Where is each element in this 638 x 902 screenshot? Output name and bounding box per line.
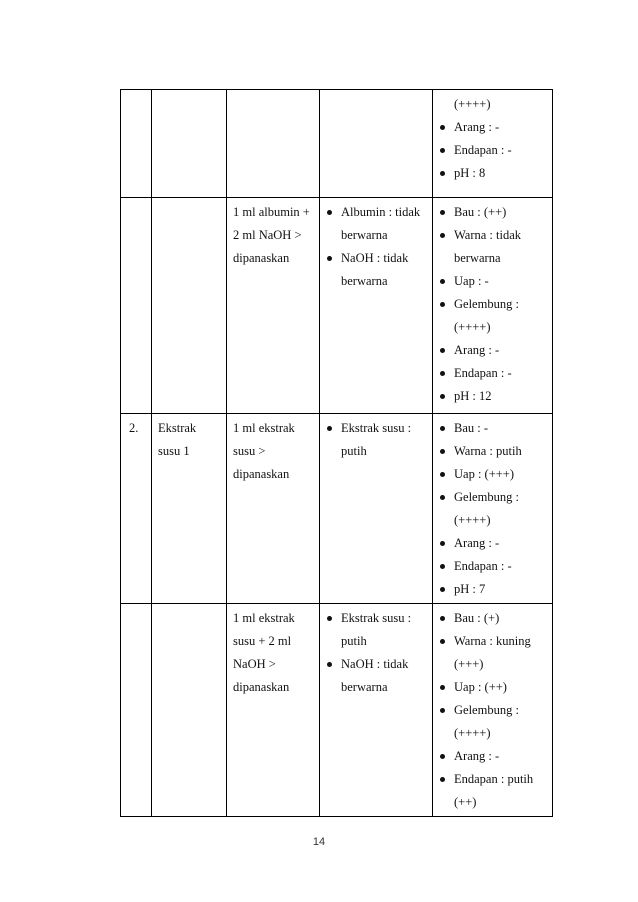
cell-sampel [152,90,227,198]
table-row [121,198,553,414]
list-item: Warna : putih [439,440,546,463]
cell-no [121,604,152,817]
cell-pengamatan [320,198,433,414]
list-item: Uap : (++) [439,676,546,699]
cell-sampel [152,198,227,414]
list-item: Gelembung : [439,293,546,316]
sampel-line: Ekstrak [158,421,197,435]
list-item: (+++) [454,657,484,671]
cell-hasil [433,198,553,414]
list-item: Bau : - [439,417,546,440]
list-item: berwarna [341,228,388,242]
list-item: Arang : - [439,532,546,555]
table-row [121,90,553,198]
perlakuan-line: 1 ml ekstrak [233,611,295,625]
page-number: 14 [312,836,326,848]
cell-hasil [433,90,553,198]
list-item: Uap : (+++) [439,463,546,486]
list-item: Endapan : - [439,555,546,578]
list-item: putih [341,444,367,458]
list-item: (++) [454,795,477,809]
perlakuan-line: dipanaskan [233,251,290,265]
cell-sampel [152,604,227,817]
cell-hasil [433,414,553,604]
list-item: putih [341,634,367,648]
list-item: NaOH : tidak [326,247,426,270]
perlakuan-line: 1 ml albumin + [233,205,310,219]
list-item: (++++) [454,726,491,740]
list-item: Arang : - [439,745,546,768]
cell-perlakuan [227,198,320,414]
cell-pengamatan [320,414,433,604]
list-item: Endapan : - [439,139,546,162]
list-item: Endapan : - [439,362,546,385]
cell-perlakuan [227,604,320,817]
list-item: Warna : kuning [439,630,546,653]
cell-perlakuan [227,90,320,198]
perlakuan-line: 1 ml ekstrak [233,421,295,435]
list-item: Gelembung : [439,486,546,509]
cell-pengamatan [320,90,433,198]
list-item: berwarna [341,680,388,694]
list-item: pH : 8 [439,162,546,185]
sampel-line: susu 1 [158,444,190,458]
results-table [120,89,553,817]
list-item: Uap : - [439,270,546,293]
cell-perlakuan [227,414,320,604]
cell-sampel [152,414,227,604]
perlakuan-line: NaOH > [233,657,276,671]
cell-no: 2. [121,414,152,604]
cell-no [121,90,152,198]
list-item: berwarna [341,274,388,288]
list-item: Arang : - [439,116,546,139]
perlakuan-line: dipanaskan [233,467,290,481]
list-item: Bau : (+) [439,607,546,630]
cell-hasil [433,604,553,817]
list-item: Albumin : tidak [326,201,426,224]
list-item: Arang : - [439,339,546,362]
list-item: Ekstrak susu : [326,607,426,630]
table-row [121,414,553,604]
list-item: (++++) [454,320,491,334]
list-item: (++++) [454,513,491,527]
list-item: Warna : tidak [439,224,546,247]
list-item: berwarna [454,251,501,265]
list-item: Bau : (++) [439,201,546,224]
perlakuan-line: susu + 2 ml [233,634,292,648]
cell-no [121,198,152,414]
perlakuan-line: susu > [233,444,266,458]
table-row [121,604,553,817]
perlakuan-line: dipanaskan [233,680,290,694]
list-item: Ekstrak susu : [326,417,426,440]
list-item: Endapan : putih [439,768,546,791]
list-item: (++++) [454,97,491,111]
perlakuan-line: 2 ml NaOH > [233,228,302,242]
cell-pengamatan [320,604,433,817]
list-item: NaOH : tidak [326,653,426,676]
list-item: Gelembung : [439,699,546,722]
list-item: pH : 7 [439,578,546,601]
list-item: pH : 12 [439,385,546,408]
